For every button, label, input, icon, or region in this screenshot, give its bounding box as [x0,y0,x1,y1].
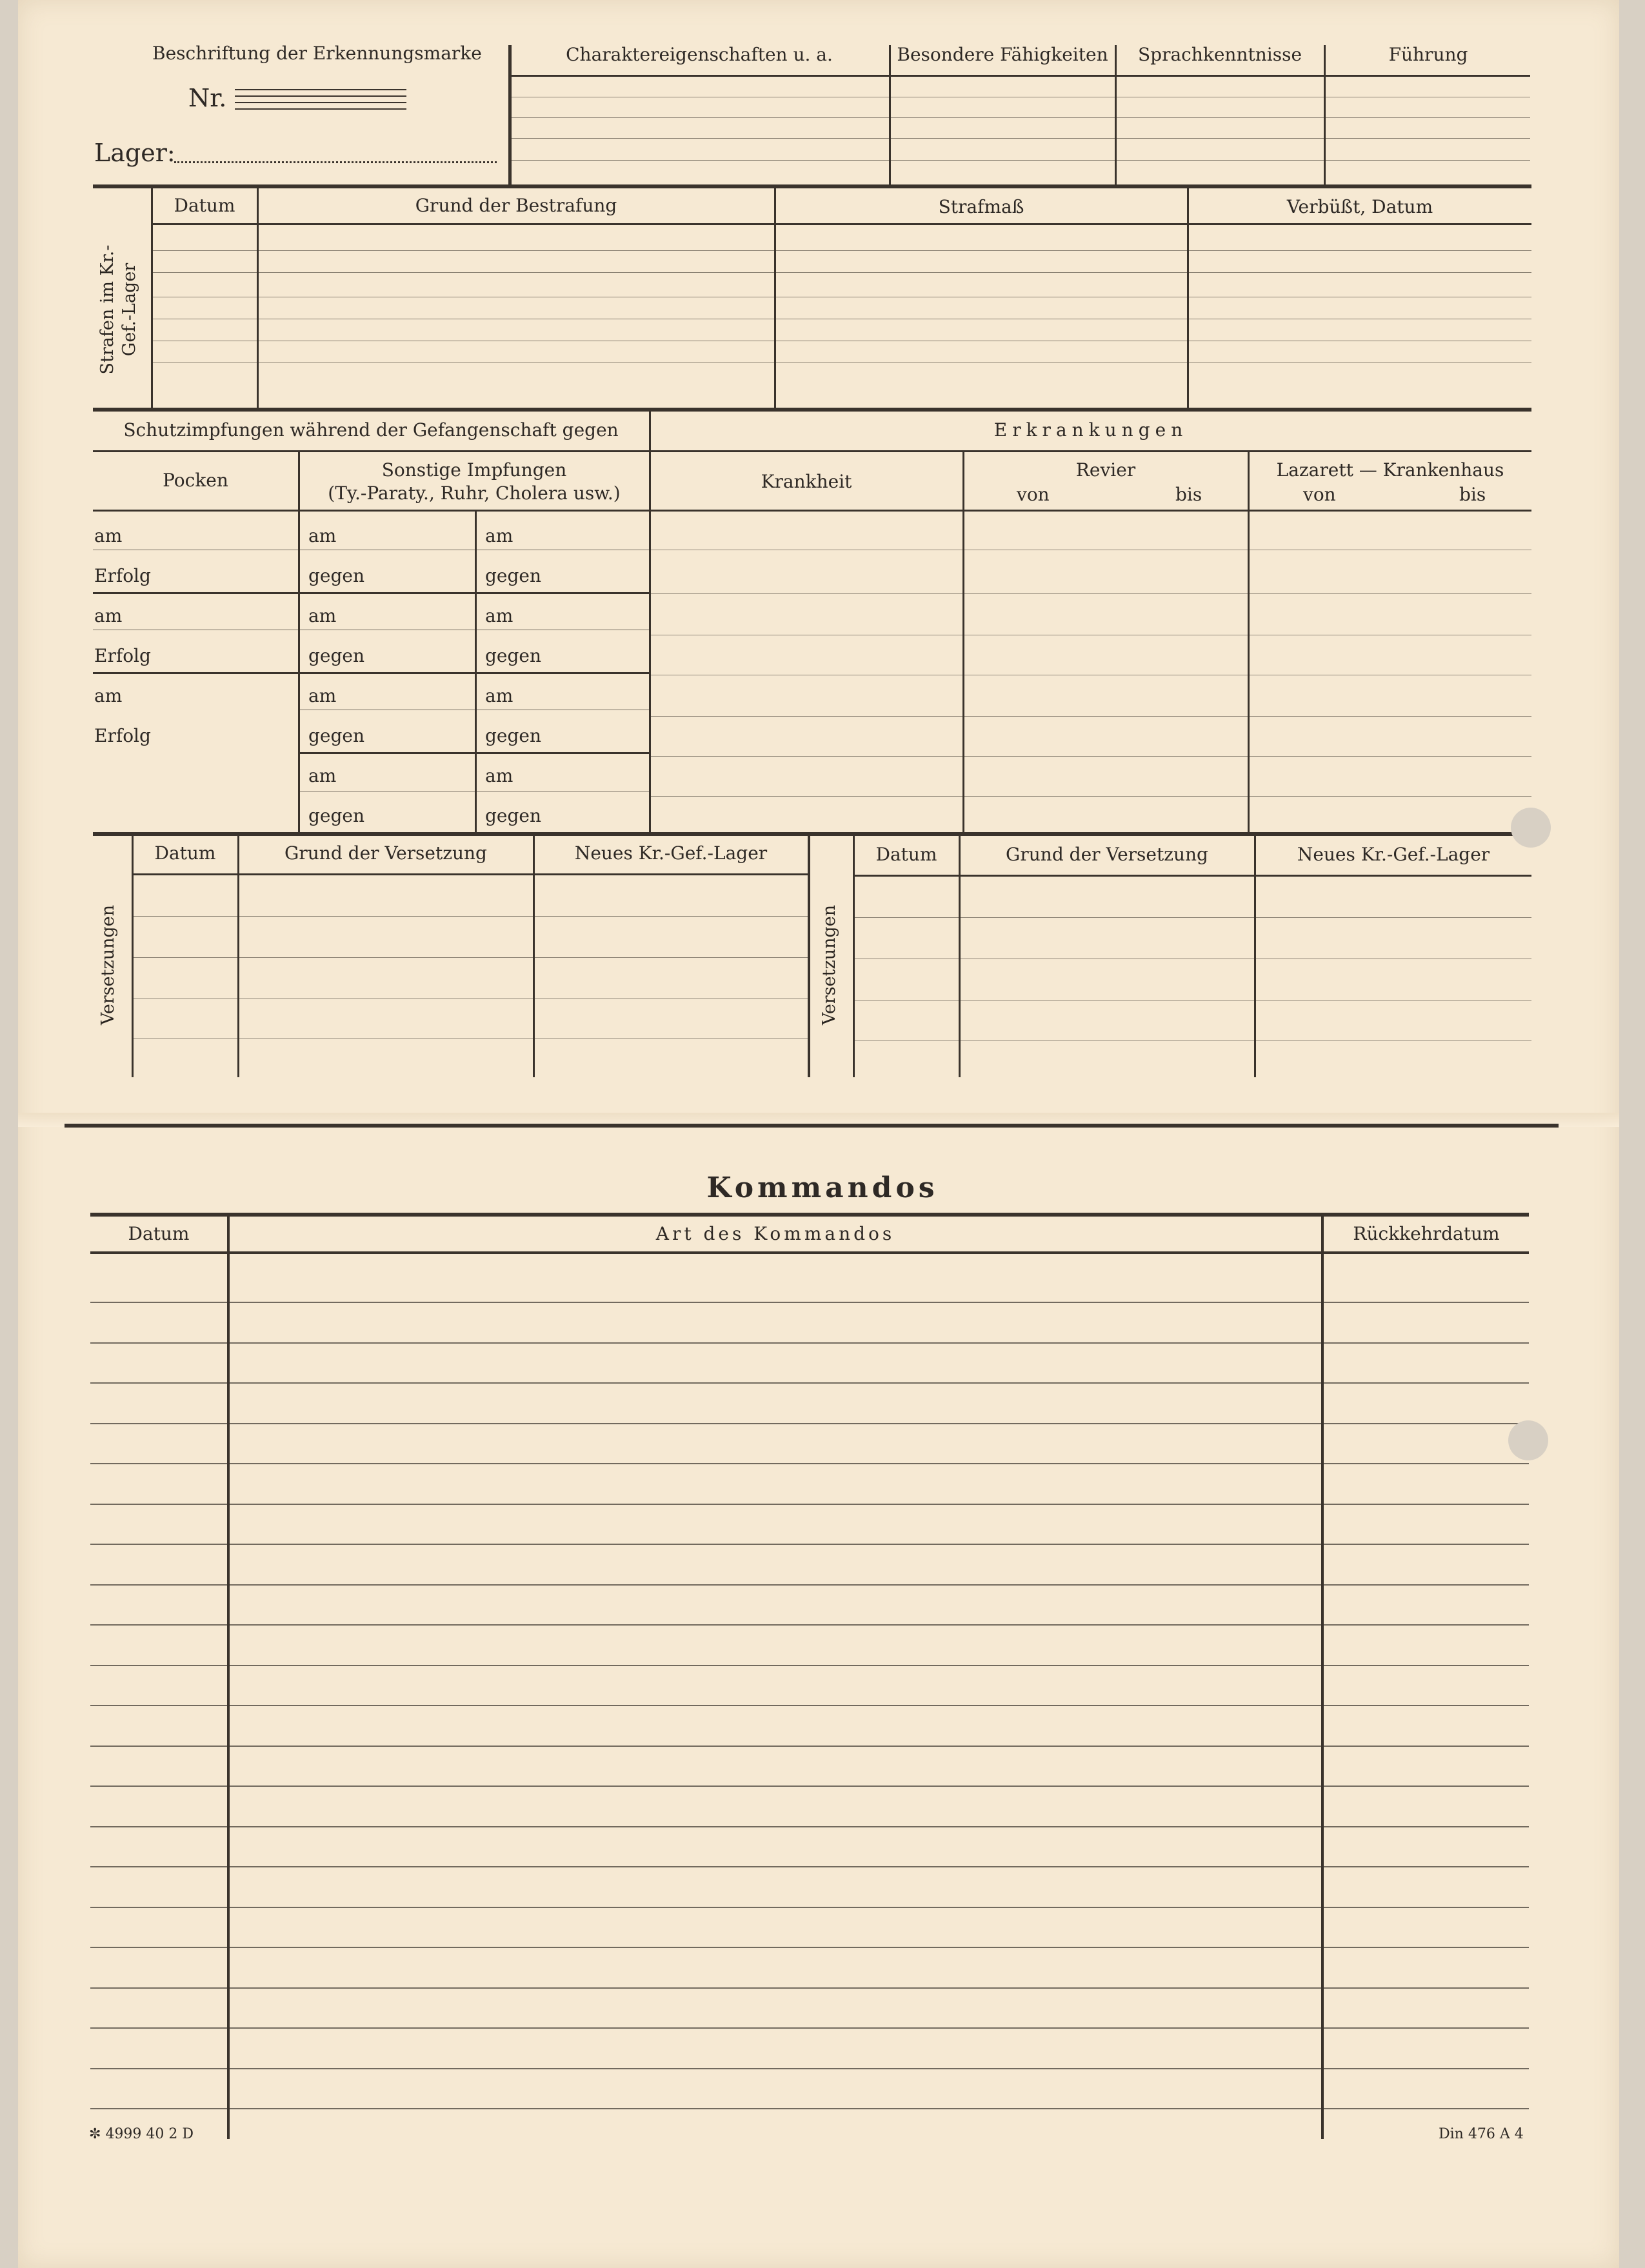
strafen-divider [774,188,776,408]
kommandos-row-line [90,1584,1529,1586]
impf-am: am [485,605,513,626]
kommandos-top-rule [90,1213,1529,1217]
kommandos-row-line [90,2108,1529,2109]
impf-gegen: gegen [308,645,365,666]
group-rule [299,752,649,754]
ruled-line [854,917,1531,918]
versetzungen-side-label-left: Versetzungen [98,904,118,1026]
group-rule [93,592,298,594]
vers-divider [237,836,239,1077]
group-rule [93,672,298,674]
fold-rule [65,1124,1559,1128]
kommandos-row-line [90,1302,1529,1303]
revier-von: von [1017,484,1050,505]
col-krankheit: Krankheit [761,471,852,492]
col-languages: Sprachkenntnisse [1137,44,1302,65]
pocken-am-1: am [94,525,123,546]
kommandos-row-line [90,1746,1529,1747]
nr-line [235,89,406,90]
tag-label: Beschriftung der Erkennungsmarke [152,43,482,64]
ruled-line [133,916,808,917]
ruled-line [133,957,808,958]
top-divider [889,45,891,184]
section-rule [93,832,1531,836]
ruled-line [650,716,1531,717]
kommandos-row-line [90,1504,1529,1505]
impf-gegen: gegen [308,725,365,746]
vers-col-grund-left: Grund der Versetzung [284,842,487,864]
impf-gegen: gegen [308,565,365,586]
col-sonstige: Sonstige Impfungen [381,459,567,481]
col-datum: Datum [174,195,235,216]
kommandos-row-line [90,1866,1529,1867]
impf-divider [298,452,300,832]
nr-line [235,102,406,103]
nr-label: Nr. [188,84,227,112]
col-sonstige-sub: (Ty.-Paraty., Ruhr, Cholera usw.) [328,482,621,504]
vers-divider [959,836,961,1077]
vers-divider [1254,836,1256,1077]
punch-hole [1508,1420,1548,1460]
ruled-line [152,272,1531,273]
impf-gegen: gegen [485,565,542,586]
vers-divider [533,836,535,1077]
section-rule [93,184,1531,188]
col-pocken: Pocken [163,470,228,491]
din-label: Din 476 A 4 [1439,2126,1524,2142]
col-strafmass: Strafmaß [938,196,1024,217]
strafen-side-label: Strafen im Kr.-Gef.-Lager [97,244,139,375]
col-lazarett: Lazarett — Krankenhaus [1276,459,1504,481]
pocken-am-3: am [94,685,123,706]
vers-col-datum-left: Datum [154,842,216,864]
group-rule [299,592,649,594]
vers-header-rule [854,875,1531,877]
impf-subdivider [475,511,477,832]
kommandos-row-line [90,1382,1529,1384]
kom-divider [227,1215,230,2139]
kommandos-row-line [90,1907,1529,1908]
kommandos-row-line [90,1826,1529,1827]
impf-header-rule [93,510,1531,512]
col-character: Charaktereigenschaften u. a. [566,44,833,65]
impf-am: am [485,685,513,706]
kommandos-row-line [90,1624,1529,1626]
kom-divider [1321,1215,1324,2139]
vers-col-lager-right: Neues Kr.-Gef.-Lager [1297,844,1490,865]
print-code-text: 4999 40 2 D [105,2126,194,2142]
nr-line [235,108,406,110]
nr-line [235,95,406,97]
section-rule [93,408,1531,412]
kommandos-row-line [90,1342,1529,1344]
impf-gegen: gegen [485,645,542,666]
kommandos-row-line [90,1987,1529,1989]
lager-label: Lager: [94,139,175,167]
vers-divider [132,836,134,1077]
punch-hole [1511,808,1551,848]
col-conduct: Führung [1388,44,1468,65]
strafen-divider [257,188,259,408]
ruled-line [152,250,1531,251]
kommandos-row-line [90,1786,1529,1787]
kommandos-header-rule [90,1251,1529,1254]
erk-divider [1248,452,1250,832]
vers-col-grund-right: Grund der Versetzung [1006,844,1208,865]
impf-gegen: gegen [485,725,542,746]
impf-gegen: gegen [308,805,365,826]
strafen-header-rule [152,223,1531,225]
kommandos-row-line [90,1665,1529,1666]
vers-col-datum-right: Datum [875,844,937,865]
ruled-line [511,160,1530,161]
kommandos-row-line [90,1423,1529,1424]
pocken-erfolg-2: Erfolg [94,645,151,666]
lazarett-bis: bis [1459,484,1486,505]
ruled-line [650,756,1531,757]
kom-col-rueckkehr: Rückkehrdatum [1353,1223,1500,1244]
impf-header: Schutzimpfungen während der Gefangenschaft gegen [123,419,619,441]
kom-col-art: Art des Kommandos [655,1223,895,1244]
versetzungen-side-label-right: Versetzungen [819,904,839,1026]
ruled-line [511,138,1530,139]
pocken-am-2: am [94,605,123,626]
kommandos-row-line [90,1463,1529,1464]
top-divider [1115,45,1117,184]
top-divider [508,45,512,184]
print-code: ✼ 4999 40 2 D [89,2126,194,2142]
kommandos-title: Kommandos [706,1171,939,1204]
ruled-line [511,117,1530,118]
impf-am: am [308,685,337,706]
lager-field[interactable] [174,161,497,163]
col-abilities: Besondere Fähigkeiten [897,44,1108,65]
kom-col-datum: Datum [128,1223,190,1244]
col-verbuesst: Verbüßt, Datum [1286,196,1433,217]
col-grund-bestrafung: Grund der Bestrafung [415,195,617,216]
vers-header-rule [133,873,808,875]
strafen-divider [1187,188,1189,408]
pocken-erfolg-1: Erfolg [94,565,151,586]
subheader-rule [93,450,1531,452]
impf-am: am [308,525,337,546]
impf-am: am [485,765,513,786]
impf-am: am [308,765,337,786]
revier-bis: bis [1175,484,1202,505]
kommandos-row-line [90,1705,1529,1706]
lazarett-von: von [1303,484,1336,505]
kommandos-row-line [90,2068,1529,2069]
top-header-rule [511,75,1530,77]
kommandos-row-line [90,1544,1529,1545]
top-divider [1324,45,1326,184]
ruled-line [650,593,1531,594]
impf-am: am [308,605,337,626]
kommandos-row-line [90,2027,1529,2029]
vers-divider [808,836,810,1077]
kommandos-row-line [90,1947,1529,1948]
impf-gegen: gegen [485,805,542,826]
group-rule [299,672,649,674]
vers-col-lager-left: Neues Kr.-Gef.-Lager [574,842,768,864]
pocken-erfolg-3: Erfolg [94,725,151,746]
impf-am: am [485,525,513,546]
col-revier: Revier [1075,459,1136,481]
ruled-line [650,796,1531,797]
vers-divider [853,836,855,1077]
erk-divider [962,452,964,832]
strafen-divider [151,188,153,408]
erkrankungen-header: Erkrankungen [993,419,1188,441]
